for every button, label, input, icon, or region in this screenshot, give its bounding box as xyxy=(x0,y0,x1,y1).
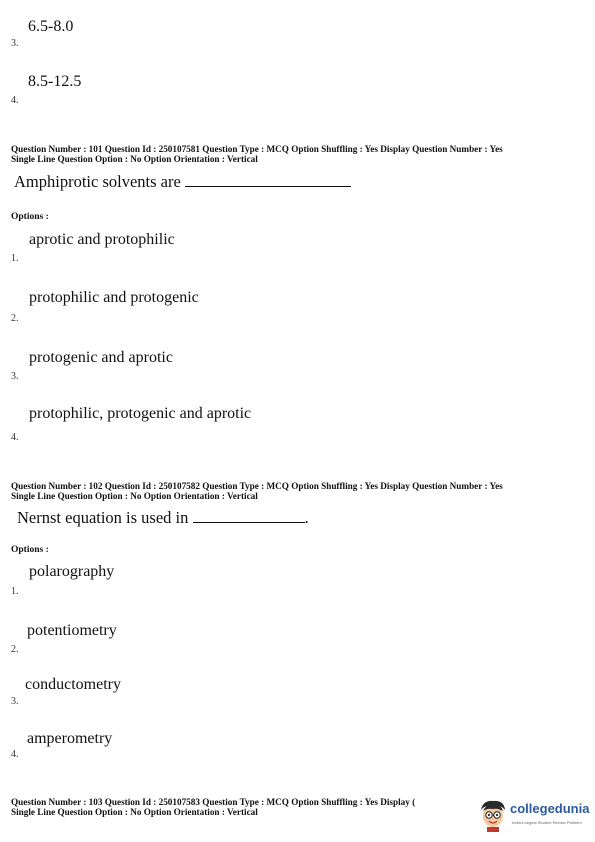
answer-blank xyxy=(193,508,305,523)
option-text: amperometry xyxy=(27,730,113,747)
option-number: 3. xyxy=(11,371,19,382)
mascot-face-icon xyxy=(478,798,508,832)
options-label: Options : xyxy=(11,545,49,555)
options-label: Options : xyxy=(11,212,49,222)
question-label: Amphiprotic solvents are xyxy=(14,172,181,191)
option-text: 8.5-12.5 xyxy=(28,73,82,90)
option-number: 2. xyxy=(11,644,19,655)
option-text: conductometry xyxy=(25,676,121,693)
question-meta: Single Line Question Option : No Option Orientation : Vertical xyxy=(11,491,258,501)
option-text: aprotic and protophilic xyxy=(29,231,175,248)
option-text: 6.5-8.0 xyxy=(28,18,74,35)
question-meta: Question Number : 101 Question Id : 250107581 Question Type : MCQ Option Shuffling : Yes Display Question Number : Yes xyxy=(11,144,503,154)
option-number: 4. xyxy=(11,749,19,760)
collegedunia-logo xyxy=(476,798,592,834)
logo-tagline: India's largest Student Review Platform xyxy=(512,820,582,825)
option-number: 1. xyxy=(11,253,19,264)
option-text: protophilic and protogenic xyxy=(29,289,199,306)
question-text xyxy=(17,508,309,528)
question-meta: Question Number : 103 Question Id : 250107583 Question Type : MCQ Option Shuffling : Yes Display ( xyxy=(11,797,416,807)
question-meta: Single Line Question Option : No Option Orientation : Vertical xyxy=(11,154,258,164)
option-number: 3. xyxy=(11,38,19,49)
option-text: potentiometry xyxy=(27,622,117,639)
question-text xyxy=(14,172,351,192)
question-label: Nernst equation is used in xyxy=(17,508,189,527)
option-number: 4. xyxy=(11,95,19,106)
option-text: protophilic, protogenic and aprotic xyxy=(29,405,252,422)
answer-blank xyxy=(185,172,351,187)
option-number: 4. xyxy=(11,432,19,443)
question-meta: Question Number : 102 Question Id : 250107582 Question Type : MCQ Option Shuffling : Yes Display Question Number : Yes xyxy=(11,481,503,491)
option-text: protogenic and aprotic xyxy=(29,349,173,366)
option-number: 3. xyxy=(11,696,19,707)
logo-name: collegedunia xyxy=(510,801,590,816)
question-meta: Single Line Question Option : No Option Orientation : Vertical xyxy=(11,807,258,817)
option-number: 1. xyxy=(11,586,19,597)
option-number: 2. xyxy=(11,313,19,324)
option-text: polarography xyxy=(29,563,115,580)
question-end: . xyxy=(304,508,309,527)
